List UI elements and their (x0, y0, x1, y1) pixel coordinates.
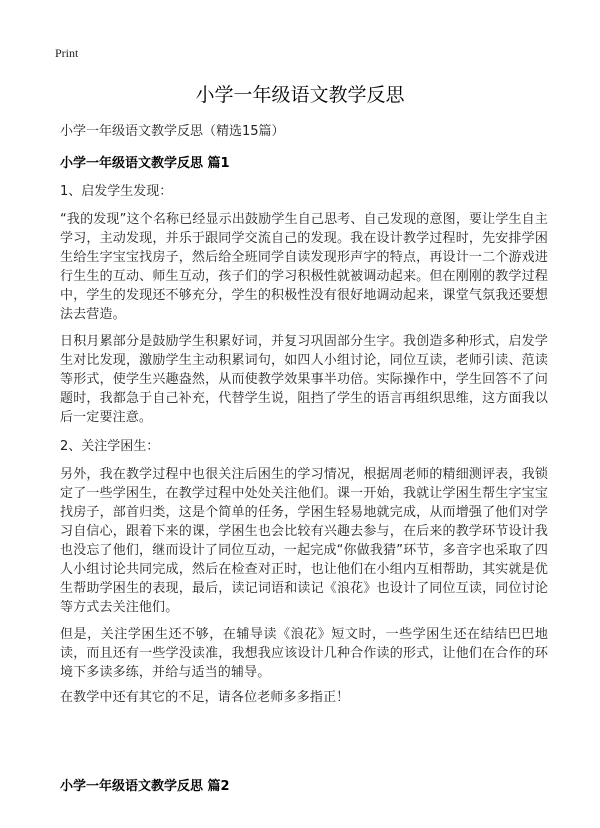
section-title-1: 1、启发学生发现： (60, 184, 173, 199)
article-heading-1: 小学一年级语文教学反思 篇1 (60, 156, 230, 171)
article-heading-2: 小学一年级语文教学反思 篇2 (60, 779, 230, 794)
article-subtitle: 小学一年级语文教学反思（精选15篇） (60, 124, 285, 139)
paragraph: “我的发现”这个名称已经显示出鼓励学生自己思考、自己发现的意图，要让学生自主学习，主动发现，并乐于跟同学交流自己的发现。我在设计教学过程时，先安排学困生给生字宝宝找房子，然后给全班同学自读发现形声字的特点，再设计一二个游戏进行生生的互动、师生互动，孩子们的学习积极性就被调动起来。但在刚刚的教学过程中，学生的发现还不够充分，学生的积极性没有很好地调动起来，课堂气氛我还要想法去营造。 (60, 212, 548, 322)
paragraph: 在教学中还有其它的不足，请各位老师多多指正！ (60, 690, 350, 705)
print-link[interactable]: Print (55, 46, 79, 60)
paragraph: 另外，我在教学过程中也很关注后困生的学习情况，根据周老师的精细测评表，我锁定了一些学困生，在教学过程中处处关注他们。课一开始，我就让学困生帮生字宝宝找房子，部首归类，这是个简单的任务，学困生轻易地就完成，从而增强了他们对学习自信心，跟着下来的课，学困生也会比较有兴趣去参与，在后来的教学环节设计我也没忘了他们，继而设计了同位互动，一起完成“你做我猜”环节，多音字也采取了四人小组讨论共同完成，然后在检查对正时，也让他们在小组内互相帮助，其实就是优生帮助学困生的表现，最后，读记词语和读记《浪花》也设计了同位互读，同位讨论等方式去关注他们。 (60, 467, 548, 615)
section-title-2: 2、关注学困生： (60, 439, 160, 454)
page-title: 小学一年级语文教学反思 (195, 84, 405, 106)
paragraph: 日积月累部分是鼓励学生积累好词，并复习巩固部分生字。我创造多种形式，启发学生对比发现，激励学生主动积累词句，如四人小组讨论，同位互读，老师引读、范读等形式，使学生兴趣盎然，从而使教学效果事半功倍。实际操作中，学生回答不了问题时，我都急于自己补充，代替学生说，阻挡了学生的语言再组织思维，这方面我以后一定要注意。 (60, 334, 548, 425)
paragraph: 但是，关注学困生还不够，在辅导读《浪花》短文时，一些学困生还在结结巴巴地读，而且还有一些学没读准，我想我应该设计几种合作读的形式，让他们在合作的环境下多读多练，并给与适当的辅导。 (60, 627, 548, 680)
